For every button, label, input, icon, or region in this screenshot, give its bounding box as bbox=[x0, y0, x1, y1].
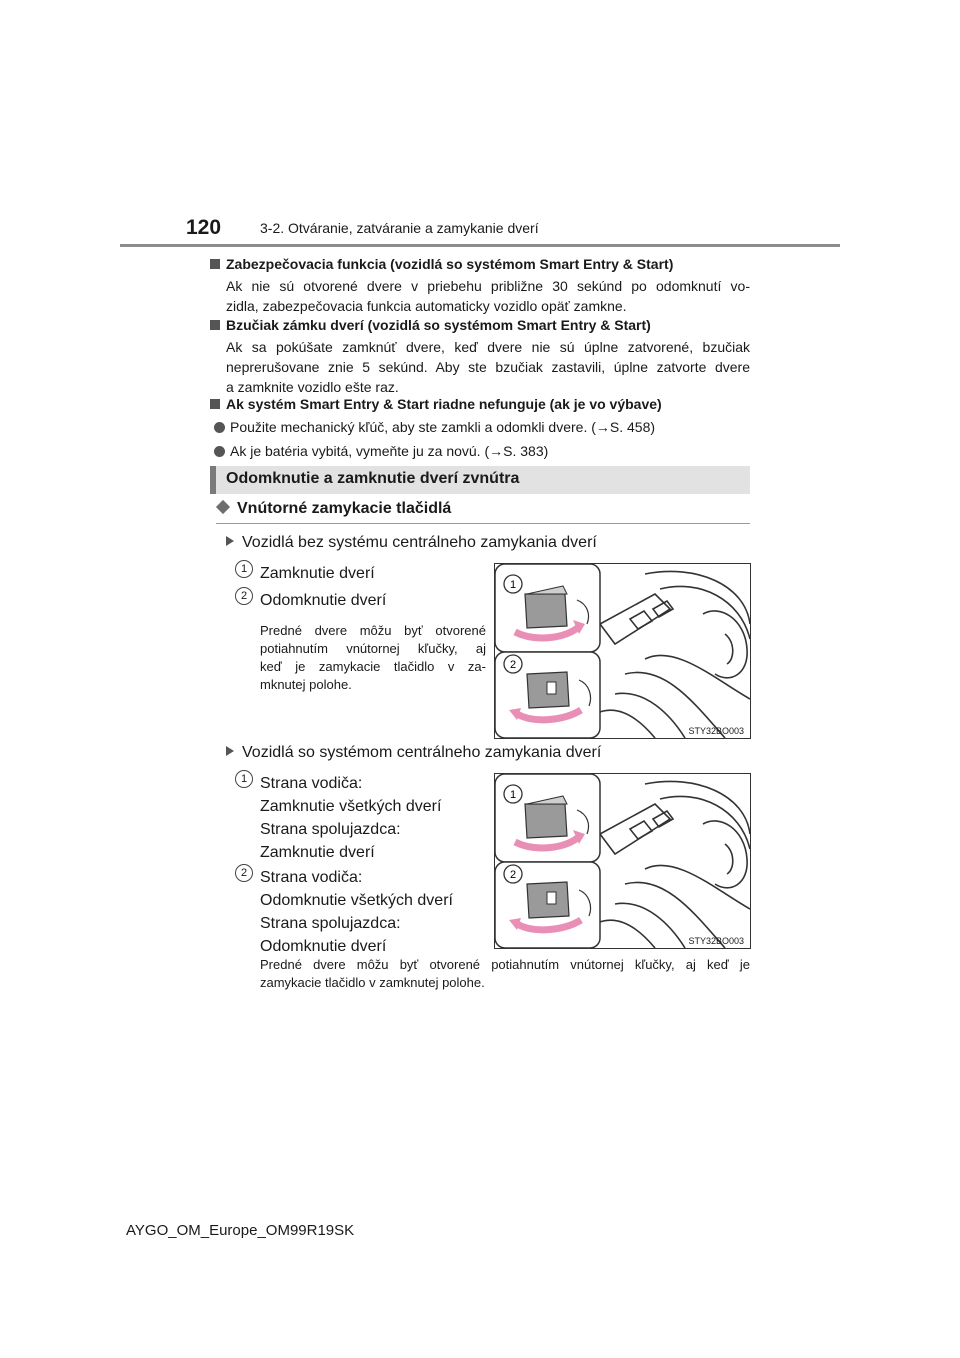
item-line: Zamknutie všetkých dverí bbox=[260, 798, 442, 815]
item-line: Strana spolujazdca: bbox=[260, 915, 401, 932]
central-lock-figure bbox=[494, 773, 751, 949]
subsection-heading: Vnútorné zamykacie tlačidlá bbox=[218, 500, 451, 518]
item-line: Strana vodiča: bbox=[260, 775, 363, 792]
item-label: Zamknutie dverí bbox=[260, 565, 375, 582]
item-line: Strana vodiča: bbox=[260, 869, 363, 886]
round-bullet-icon bbox=[214, 446, 225, 457]
item-number-badge: 2 bbox=[235, 864, 253, 882]
subsection-divider bbox=[216, 523, 750, 524]
square-bullet-icon bbox=[210, 399, 220, 409]
item-label: Odomknutie dverí bbox=[260, 592, 387, 609]
callout-1: 1 bbox=[509, 789, 517, 801]
item-line: Odomknutie dverí bbox=[260, 938, 387, 955]
callout-2: 2 bbox=[509, 659, 517, 671]
note-line: Predné dvere môžu byť otvorené bbox=[260, 623, 486, 638]
paragraph-line: zidla, zabezpečovacia funkcia automaticky vozidlo opäť zamkne. bbox=[226, 298, 627, 314]
note-block bbox=[260, 622, 486, 694]
item-number-badge: 1 bbox=[235, 560, 253, 578]
square-bullet-icon bbox=[210, 320, 220, 330]
item-line: Strana spolujazdca: bbox=[260, 821, 401, 838]
note-line: keď je zamykacie tlačidlo v za- bbox=[260, 659, 486, 674]
document-id: AYGO_OM_Europe_OM99R19SK bbox=[126, 1222, 355, 1239]
figure-code: STY32BO003 bbox=[688, 726, 744, 736]
door-lock-figure bbox=[494, 563, 751, 739]
paragraph-line: Ak nie sú otvorené dvere v priebehu približne 30 sekúnd po odomknutí vo- bbox=[226, 278, 750, 294]
topic-heading: Zabezpečovacia funkcia (vozidlá so systémom Smart Entry & Start) bbox=[210, 256, 750, 272]
note-line: zamykacie tlačidlo v zamknutej polohe. bbox=[260, 975, 485, 990]
topic-heading: Bzučiak zámku dverí (vozidlá so systémom Smart Entry & Start) bbox=[210, 317, 750, 333]
note-line: potiahnutím vnútornej kľučky, aj bbox=[260, 641, 486, 656]
item-label-group bbox=[260, 866, 453, 958]
square-bullet-icon bbox=[210, 259, 220, 269]
triangle-bullet-icon bbox=[226, 536, 234, 546]
item-line: Zamknutie dverí bbox=[260, 844, 375, 861]
note-line: mknutej polohe. bbox=[260, 677, 352, 692]
section-header-title: 3-2. Otváranie, zatváranie a zamykanie dverí bbox=[260, 220, 539, 236]
central-lock-illustration bbox=[495, 774, 750, 948]
item-line: Odomknutie všetkých dverí bbox=[260, 892, 453, 909]
item-number-badge: 1 bbox=[235, 770, 253, 788]
topic-security-function bbox=[210, 256, 750, 316]
page-number: 120 bbox=[186, 216, 222, 239]
condition-no-central-locking: Vozidlá bez systému centrálneho zamykania dverí bbox=[226, 534, 597, 552]
note-block bbox=[260, 956, 750, 992]
item-number-badge: 2 bbox=[235, 587, 253, 605]
figure-code: STY32BO003 bbox=[688, 936, 744, 946]
paragraph-line: Ak sa pokúšate zamknúť dvere, keď dvere nie sú úplne zatvorené, bzučiak bbox=[226, 339, 750, 355]
round-bullet-icon bbox=[214, 422, 225, 433]
bullet-item: Použite mechanický kľúč, aby ste zamkli a odomkli dvere. (→S. 458) bbox=[214, 419, 750, 435]
door-lock-illustration bbox=[495, 564, 750, 738]
item-label-group bbox=[260, 772, 441, 864]
condition-central-locking: Vozidlá so systémom centrálneho zamykania dverí bbox=[226, 744, 601, 762]
note-line: Predné dvere môžu byť otvorené potiahnutím vnútornej kľučky, aj keď je bbox=[260, 957, 750, 972]
header-divider bbox=[120, 244, 840, 247]
paragraph-line: a zamknite vozidlo ešte raz. bbox=[226, 379, 399, 395]
topic-smart-entry-failure bbox=[210, 396, 750, 459]
triangle-bullet-icon bbox=[226, 746, 234, 756]
bullet-item: Ak je batéria vybitá, vymeňte ju za novú. (→S. 383) bbox=[214, 443, 750, 459]
diamond-bullet-icon bbox=[216, 500, 230, 514]
section-stripe bbox=[210, 466, 216, 494]
section-title: Odomknutie a zamknutie dverí zvnútra bbox=[226, 470, 520, 487]
section-title-bar bbox=[210, 466, 750, 494]
callout-1: 1 bbox=[509, 579, 517, 591]
callout-2: 2 bbox=[509, 869, 517, 881]
topic-heading: Ak systém Smart Entry & Start riadne nefunguje (ak je vo výbave) bbox=[210, 396, 750, 412]
paragraph-line: neprerušovane znie 5 sekúnd. Aby ste bzučiak zastavili, úplne zatvorte dvere bbox=[226, 359, 750, 375]
topic-door-lock-buzzer bbox=[210, 317, 750, 397]
